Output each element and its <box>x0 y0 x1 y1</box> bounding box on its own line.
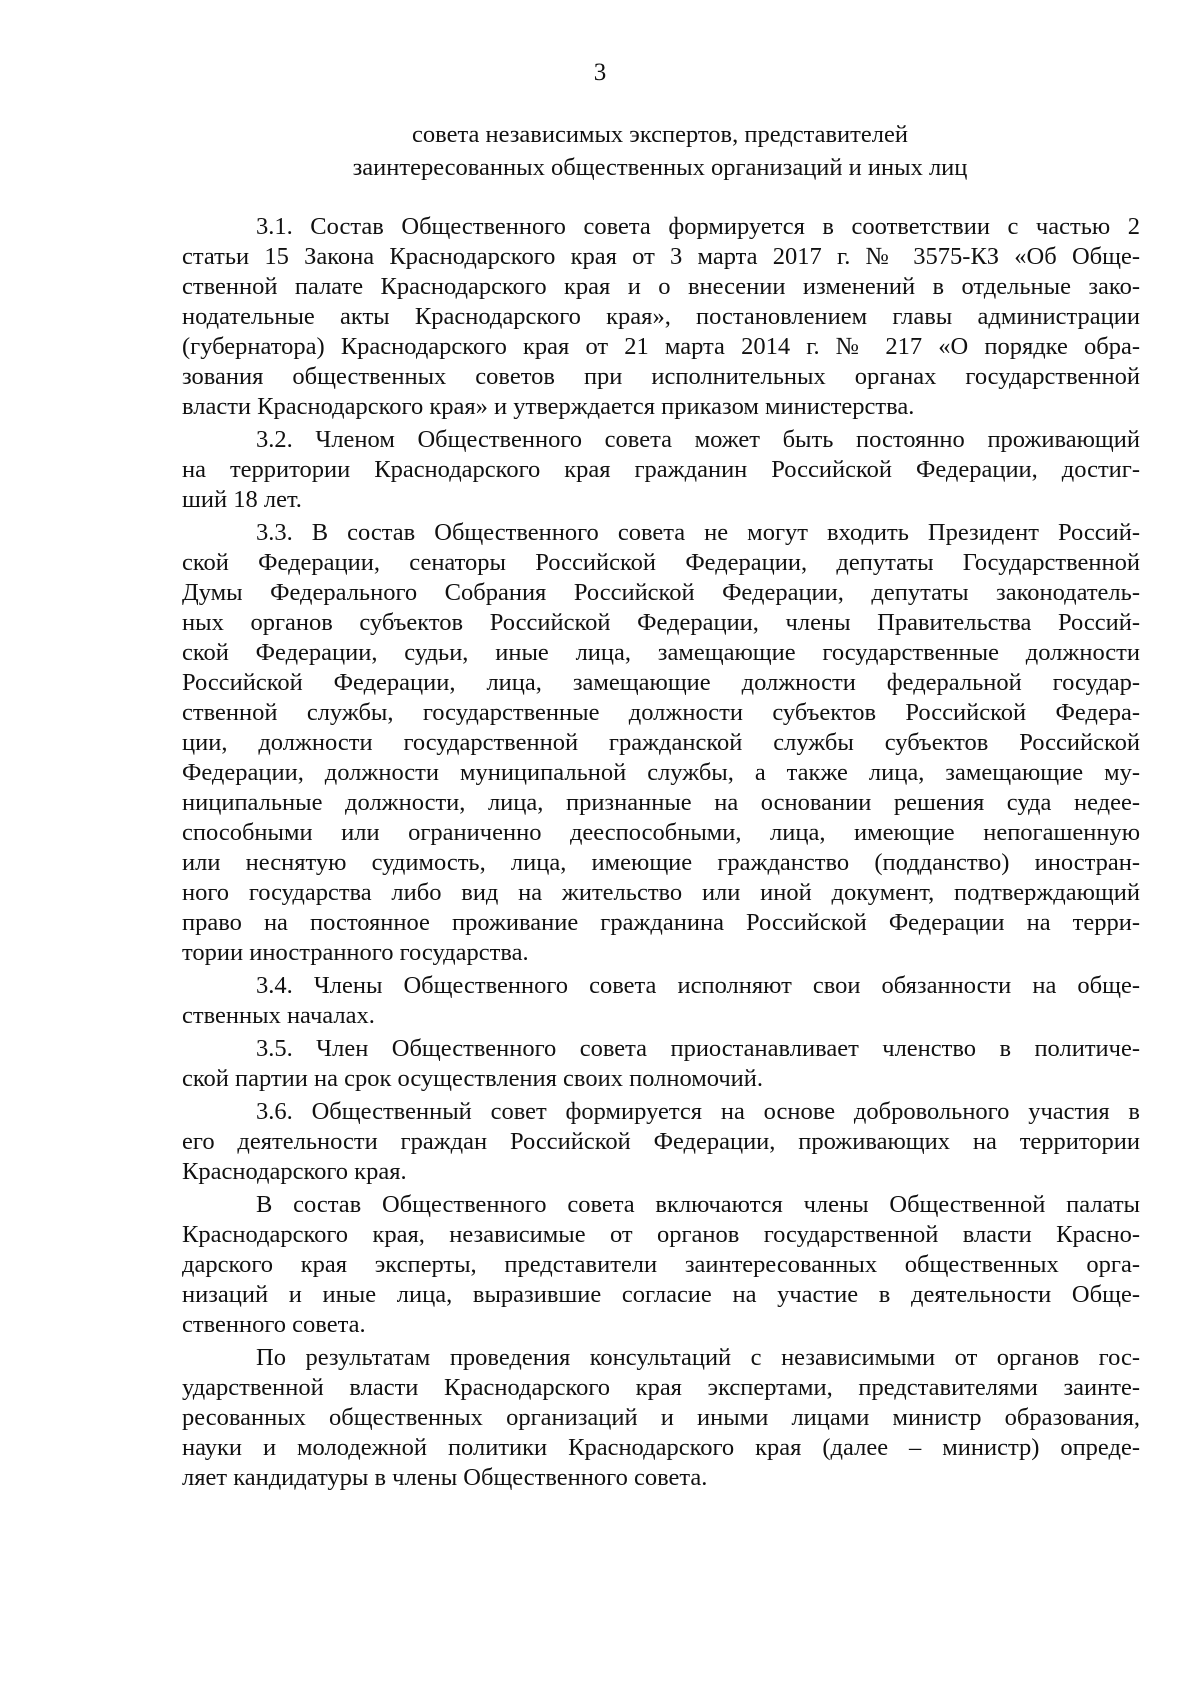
paragraph-line: власти Краснодарского края» и утверждается приказом министерства. <box>182 393 915 420</box>
paragraph-line: В состав Общественного совета включаются члены Общественной палаты <box>256 1191 1140 1218</box>
paragraph-line: Думы Федерального Собрания Российской Федерации, депутаты законодатель- <box>182 579 1140 606</box>
paragraph-line: дарского края эксперты, представители заинтересованных общественных орга- <box>182 1251 1140 1278</box>
paragraph-line: ляет кандидатуры в члены Общественного совета. <box>182 1464 708 1491</box>
paragraph-line: зования общественных советов при исполнительных органах государственной <box>182 363 1140 390</box>
paragraph-line: ской Федерации, судьи, иные лица, замещающие государственные должности <box>182 639 1140 666</box>
paragraph-line: ственного совета. <box>182 1311 366 1338</box>
paragraph <box>182 1190 1140 1340</box>
paragraph-line: 3.4. Члены Общественного совета исполняют свои обязанности на обще- <box>256 972 1140 999</box>
paragraph-line: ственных началах. <box>182 1002 375 1029</box>
paragraph-line: Краснодарского края, независимые от органов государственной власти Красно- <box>182 1221 1140 1248</box>
paragraph-line: ции, должности государственной гражданской службы субъектов Российской <box>182 729 1140 756</box>
paragraph-line: ской Федерации, сенаторы Российской Федерации, депутаты Государственной <box>182 549 1140 576</box>
paragraph <box>182 971 1140 1031</box>
paragraph-line: По результатам проведения консультаций с независимыми от органов гос- <box>256 1344 1140 1371</box>
document-body <box>182 212 1140 1493</box>
paragraph-line: ресованных общественных организаций и иными лицами министр образования, <box>182 1404 1140 1431</box>
heading-line: заинтересованных общественных организаций и иных лиц <box>352 154 968 181</box>
paragraph-line: его деятельности граждан Российской Федерации, проживающих на территории <box>182 1128 1140 1155</box>
paragraph-line: 3.6. Общественный совет формируется на основе добровольного участия в <box>256 1098 1140 1125</box>
paragraph-line: ской партии на срок осуществления своих полномочий. <box>182 1065 764 1092</box>
paragraph-line: ственной службы, государственные должности субъектов Российской Федера- <box>182 699 1140 726</box>
paragraph-line: на территории Краснодарского края гражданин Российской Федерации, достиг- <box>182 456 1140 483</box>
paragraph <box>182 1097 1140 1187</box>
paragraph-line: ударственной власти Краснодарского края экспертами, представителями заинте- <box>182 1374 1140 1401</box>
paragraph-line: тории иностранного государства. <box>182 939 529 966</box>
paragraph <box>182 1343 1140 1493</box>
paragraph-line: науки и молодежной политики Краснодарского края (далее – министр) опреде- <box>182 1434 1140 1461</box>
paragraph-line: статьи 15 Закона Краснодарского края от 3 марта 2017 г. № 3575-КЗ «Об Обще- <box>182 243 1140 270</box>
paragraph-line: ных органов субъектов Российской Федерации, члены Правительства Россий- <box>182 609 1140 636</box>
paragraph-line: ниципальные должности, лица, признанные на основании решения суда недее- <box>182 789 1140 816</box>
paragraph-line: нодательные акты Краснодарского края», постановлением главы администрации <box>182 303 1140 330</box>
paragraph-line: низаций и иные лица, выразившие согласие на участие в деятельности Обще- <box>182 1281 1140 1308</box>
paragraph-line: право на постоянное проживание гражданина Российской Федерации на терри- <box>182 909 1140 936</box>
paragraph-line: Краснодарского края. <box>182 1158 407 1185</box>
paragraph-line: Федерации, должности муниципальной службы, а также лица, замещающие му- <box>182 759 1140 786</box>
paragraph <box>182 212 1140 422</box>
paragraph-line: ного государства либо вид на жительство или иной документ, подтверждающий <box>182 879 1140 906</box>
page-number: 3 <box>593 59 607 86</box>
paragraph-line: 3.5. Член Общественного совета приостанавливает членство в политиче- <box>256 1035 1140 1062</box>
paragraph <box>182 1034 1140 1094</box>
paragraph-line: (губернатора) Краснодарского края от 21 марта 2014 г. № 217 «О порядке обра- <box>182 333 1140 360</box>
paragraph-line: 3.3. В состав Общественного совета не могут входить Президент Россий- <box>256 519 1140 546</box>
paragraph-line: ший 18 лет. <box>182 486 302 513</box>
paragraph-line: способными или ограниченно дееспособными, лица, имеющие непогашенную <box>182 819 1140 846</box>
paragraph-line: 3.1. Состав Общественного совета формируется в соответствии с частью 2 <box>256 213 1140 240</box>
paragraph <box>182 518 1140 968</box>
paragraph-line: или неснятую судимость, лица, имеющие гражданство (подданство) иностран- <box>182 849 1140 876</box>
heading-line: совета независимых экспертов, представителей <box>412 121 908 148</box>
paragraph-line: Российской Федерации, лица, замещающие должности федеральной государ- <box>182 669 1140 696</box>
paragraph <box>182 425 1140 515</box>
paragraph-line: ственной палате Краснодарского края и о внесении изменений в отдельные зако- <box>182 273 1140 300</box>
paragraph-line: 3.2. Членом Общественного совета может быть постоянно проживающий <box>256 426 1140 453</box>
section-heading <box>180 118 1140 184</box>
